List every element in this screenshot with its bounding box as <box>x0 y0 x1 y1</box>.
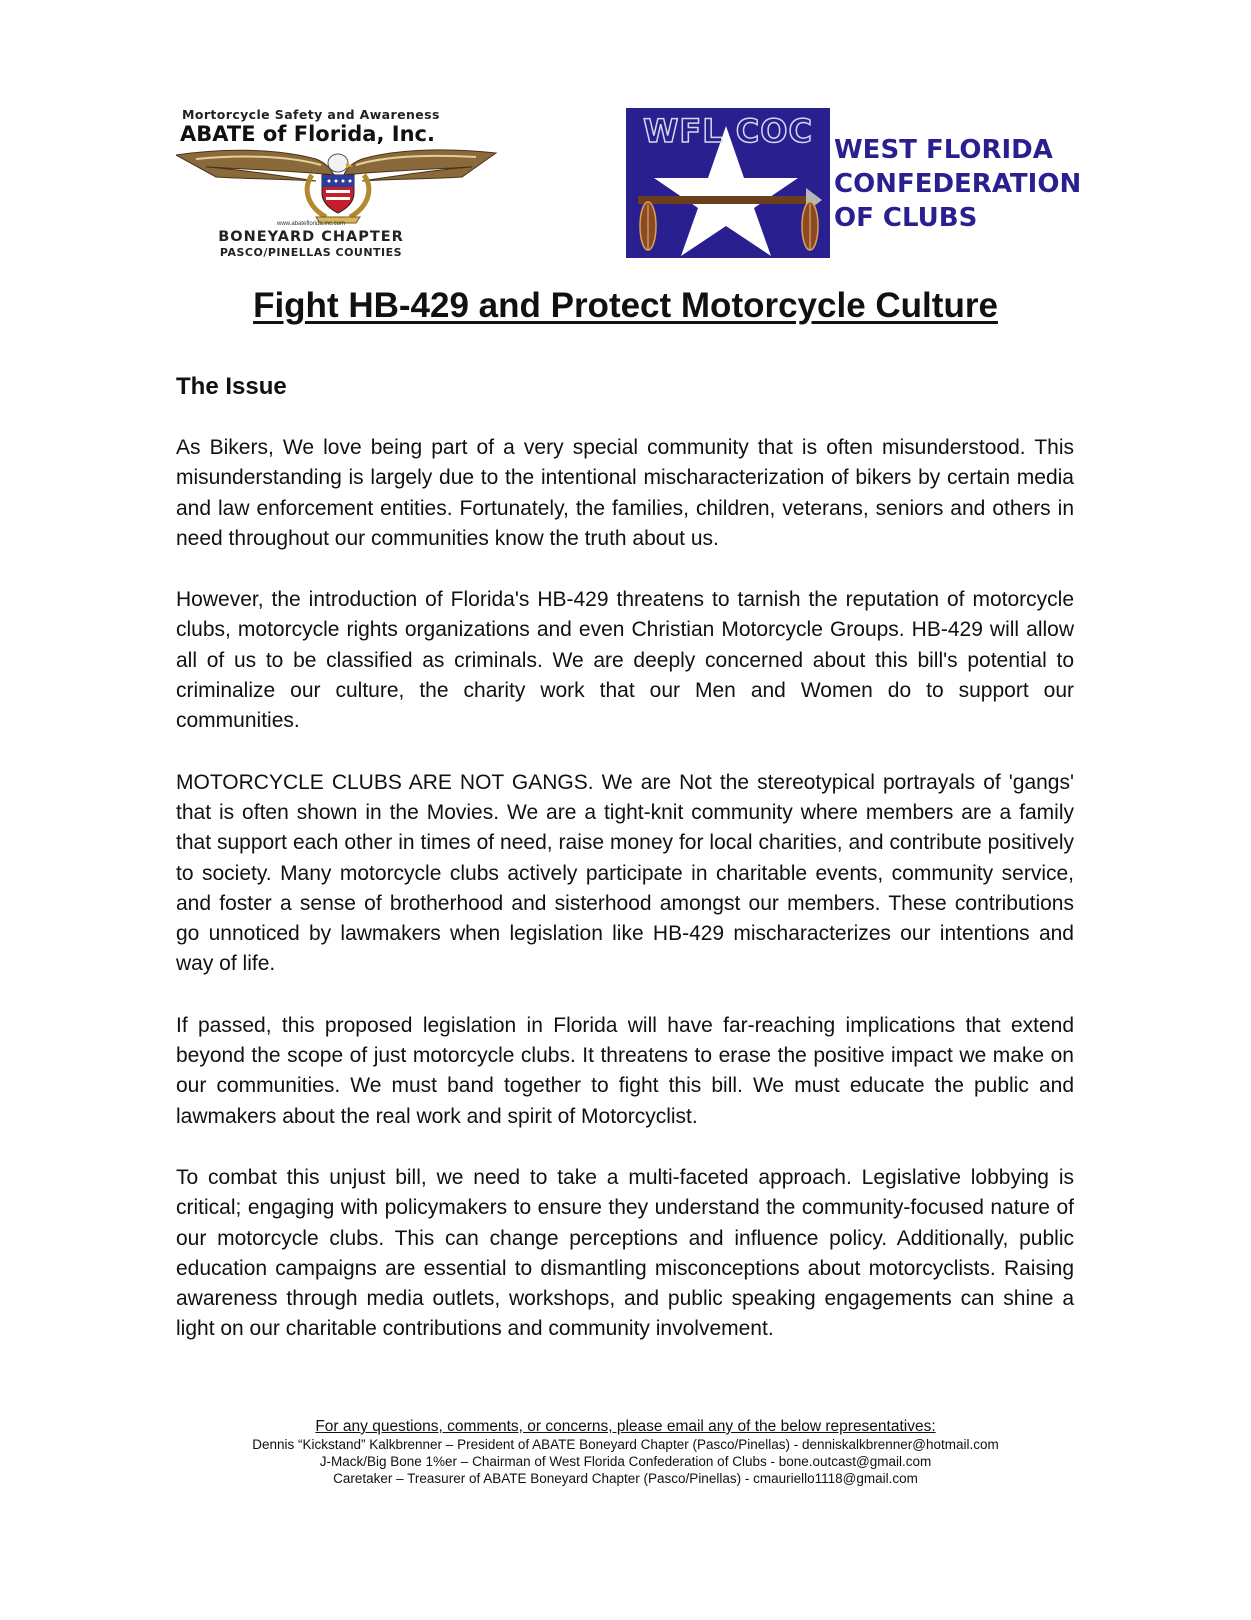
wfl-name-line: OF CLUBS <box>834 203 978 233</box>
wfl-coc-logo <box>626 108 830 258</box>
paragraph: However, the introduction of Florida's HB-429 threatens to tarnish the reputation of motorcycle clubs, motorcycle rights organizations and even Christian Motorcycle Groups. HB-429 will allow all of us to be classified as criminals. We are deeply concerned about this bill's potential to criminalize our culture, the charity work that our Men and Women do to support our communities. <box>176 588 1074 733</box>
paragraph: If passed, this proposed legislation in Florida will have far-reaching implications that extend beyond the scope of just motorcycle clubs. It threatens to erase the positive impact we make on our communities. We must band together to fight this bill. We must educate the public and lawmakers about the real work and spirit of Motorcyclist. <box>176 1013 1074 1128</box>
contact-line: J-Mack/Big Bone 1%er – Chairman of West Florida Confederation of Clubs - bone.outcast@gmail.com <box>319 1454 932 1469</box>
contact-footer <box>0 1418 1251 1487</box>
abate-website: www.abateflorida.inc.com <box>276 221 346 227</box>
abate-chapter: BONEYARD CHAPTER <box>218 229 404 245</box>
abate-name: ABATE of Florida, Inc. <box>180 122 435 146</box>
wfl-name <box>834 133 1081 235</box>
wfl-box-text: WFL COC <box>643 112 813 150</box>
paragraph: To combat this unjust bill, we need to take a multi-faceted approach. Legislative lobbying is critical; engaging with policymakers to ensure they understand the community-focused nature of our motorcycle clubs. This can change perceptions and influence policy. Additionally, public education campaigns are essential to dismantling misconceptions about motorcyclists. Raising awareness through media outlets, workshops, and public speaking engagements can shine a light on our charitable contributions and community involvement. <box>176 1165 1074 1341</box>
contact-line: Caretaker – Treasurer of ABATE Boneyard Chapter (Pasco/Pinellas) - cmauriello1118@gmail.com <box>333 1471 918 1486</box>
abate-tagline: Mortorcycle Safety and Awareness <box>182 107 440 122</box>
abate-counties: PASCO/PINELLAS COUNTIES <box>219 246 403 259</box>
wfl-name-line: CONFEDERATION <box>834 169 1082 199</box>
section-heading: The Issue <box>176 373 287 400</box>
body-text <box>176 433 1074 1376</box>
abate-logo <box>176 105 511 265</box>
footer-intro: For any questions, comments, or concerns, please email any of the below representatives: <box>315 1418 936 1435</box>
paragraph: As Bikers, We love being part of a very special community that is often misunderstood. This misunderstanding is largely due to the intentional mischaracterization of bikers by certain media and law enforcement entities. Fortunately, the families, children, veterans, seniors and others in need throughout our communities know the truth about us. <box>176 436 1074 550</box>
wfl-name-line: WEST FLORIDA <box>834 135 1053 165</box>
paragraph: MOTORCYCLE CLUBS ARE NOT GANGS. We are Not the stereotypical portrayals of 'gangs' that is often shown in the Movies. We are a tight-knit community where members are a family that support each other in times of need, raise money for local charities, and contribute positively to society. Many motorcycle clubs actively participate in charitable events, community service, and foster a sense of brotherhood and sisterhood amongst our members. These contributions go unnoticed by lawmakers when legislation like HB-429 mischaracterizes our intentions and way of life. <box>176 770 1074 976</box>
eagle-emblem-icon <box>176 145 511 233</box>
document-title: Fight HB-429 and Protect Motorcycle Culture <box>253 286 998 325</box>
contact-line: Dennis “Kickstand” Kalkbrenner – President of ABATE Boneyard Chapter (Pasco/Pinellas) - denniskalkbrenner@hotmail.com <box>252 1437 999 1452</box>
